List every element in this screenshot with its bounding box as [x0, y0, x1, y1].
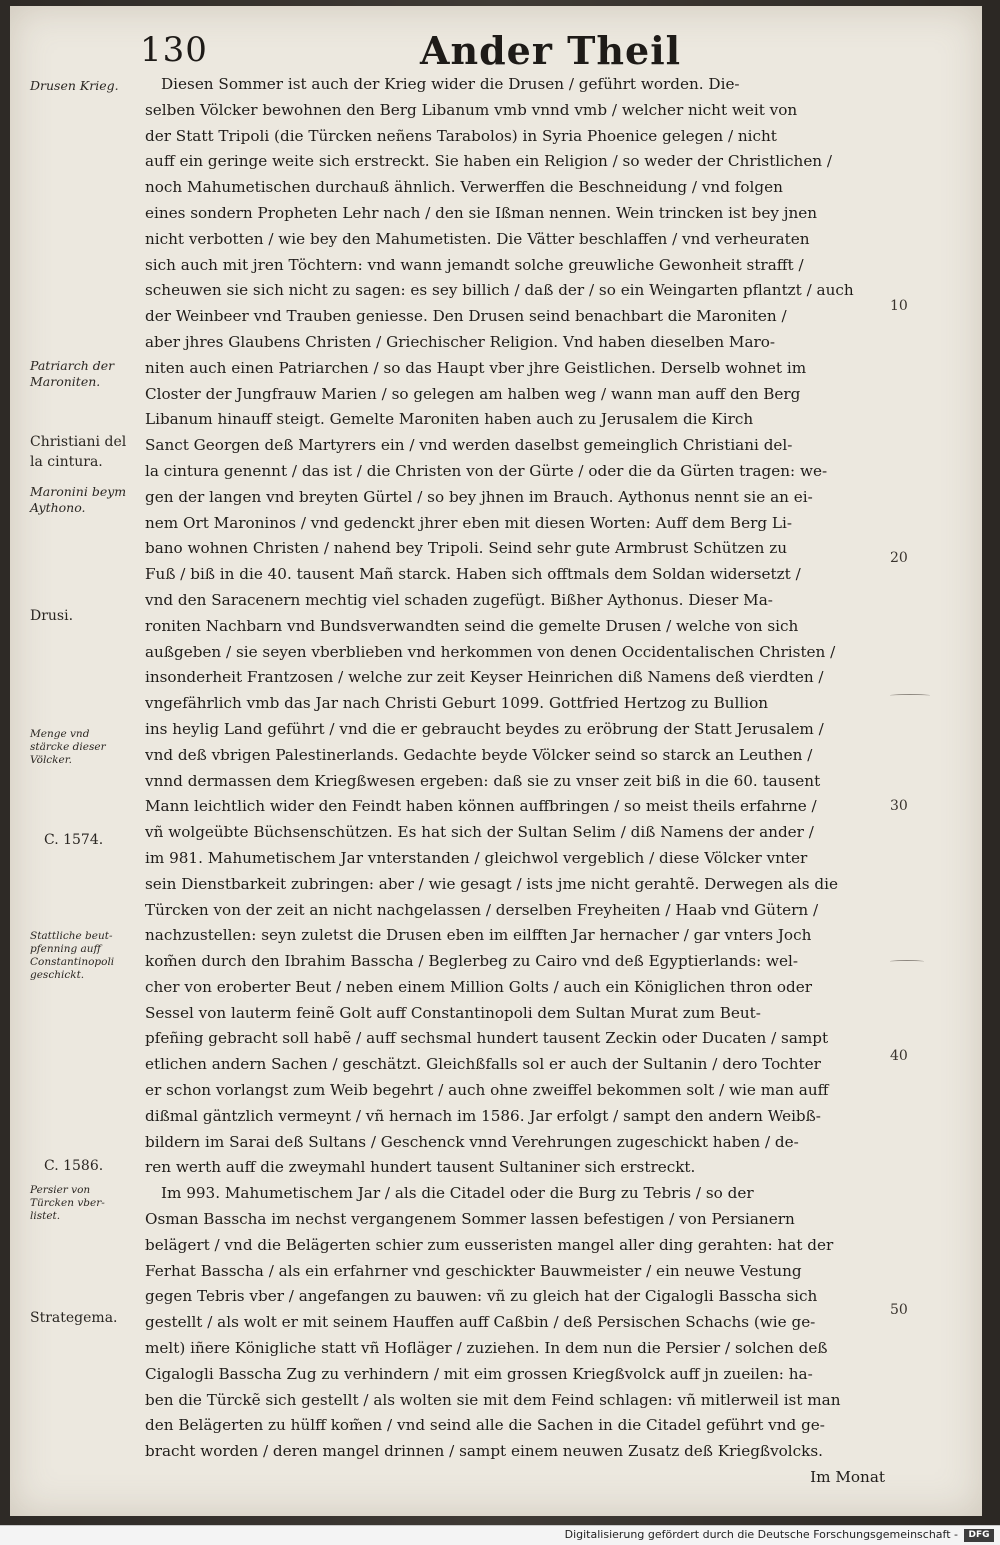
text-line: er schon vorlangst zum Weib begehrt / auch ohne zweiffel bekommen solt / wie man auff — [145, 1081, 829, 1100]
text-line: belägert / vnd die Belägerten schier zum eusseristen mangel aller ding gerahten: hat der — [145, 1235, 834, 1254]
text-line: noch Mahumetischen durchauß ähnlich. Verwerffen die Beschneidung / vnd folgen — [145, 178, 783, 197]
text-line: auff ein geringe weite sich erstreckt. Sie haben ein Religion / so weder der Christlichen / — [145, 152, 833, 171]
text-line: im 981. Mahumetischem Jar vnterstanden / gleichwol vergeblich / diese Völcker vnter — [145, 848, 808, 867]
funding-credit: Digitalisierung gefördert durch die Deutsche Forschungsgemeinschaft - — [564, 1528, 958, 1541]
text-line: eines sondern Propheten Lehr nach / den sie Ißman nennen. Wein trincken ist bey jnen — [145, 203, 818, 222]
text-line: kom̃en durch den Ibrahim Basscha / Beglerbeg zu Cairo vnd deß Egyptierlands: wel- — [145, 952, 799, 971]
margin-note-line: Stattliche beut- — [30, 930, 113, 942]
margin-note-line: Maroniten. — [30, 374, 101, 389]
line-number: 50 — [890, 1302, 908, 1318]
text-line: cher von eroberter Beut / neben einem Million Golts / auch ein Königlichen thron oder — [145, 977, 812, 996]
text-line: Osman Basscha im nechst vergangenem Sommer lassen befestigen / von Persianern — [145, 1210, 795, 1229]
running-head: Ander Theil — [420, 28, 682, 73]
catchword: Im Monat — [810, 1468, 885, 1487]
text-line: nicht verbotten / wie bey den Mahumetisten. Die Vätter beschlaffen / vnd verheuraten — [145, 229, 810, 248]
margin-note — [30, 1308, 142, 1328]
text-line: den Belägerten zu hülff kom̃en / vnd seind alle die Sachen in die Citadel geführt vnd ge- — [145, 1416, 825, 1435]
margin-note-line: Drusi. — [30, 608, 74, 624]
margin-note-line: Drusen Krieg. — [30, 78, 119, 93]
text-line: melt) iñere Königliche statt vñ Hofläger / zuziehen. In dem nun die Persier / solchen deß — [145, 1339, 828, 1358]
margin-note — [30, 78, 142, 94]
margin-note-line: Völcker. — [30, 754, 72, 766]
line-number: 20 — [890, 550, 908, 566]
margin-note-line: Patriarch der — [30, 358, 115, 373]
margin-note-line: Türcken vber- — [30, 1197, 105, 1209]
dfg-logo-icon[interactable]: DFG — [964, 1529, 994, 1542]
text-line: aber jhres Glaubens Christen / Griechischer Religion. Vnd haben dieselben Maro- — [145, 332, 776, 351]
text-line: dißmal gäntzlich vermeynt / vñ hernach im 1586. Jar erfolgt / sampt den andern Weibß- — [145, 1106, 821, 1125]
page-number: 130 — [140, 30, 208, 70]
margin-note-line: geschickt. — [30, 969, 85, 981]
margin-note — [30, 358, 142, 390]
margin-note — [30, 930, 142, 982]
margin-note — [44, 1156, 156, 1176]
text-line: bracht worden / deren mangel drinnen / sampt einem neuwen Zusatz deß Kriegßvolcks. — [145, 1442, 823, 1461]
text-line: sich auch mit jren Töchtern: vnd wann jemandt solche greuwliche Gewonheit strafft / — [145, 255, 804, 274]
text-line: roniten Nachbarn vnd Bundsverwandten seind die gemelte Drusen / welche von sich — [145, 616, 799, 635]
text-line: ben die Türckẽ sich gestellt / als wolten sie mit dem Feind schlagen: vñ mitlerweil ist man — [145, 1390, 841, 1409]
margin-note-line: Christiani del — [30, 434, 127, 450]
margin-note-line: Aythono. — [30, 500, 86, 515]
text-line: Sanct Georgen deß Martyrers ein / vnd werden daselbst gemeinglich Christiani del- — [145, 436, 793, 455]
text-line: nachzustellen: seyn zuletst die Drusen eben im eilfften Jar hernacher / gar vnters Joch — [145, 926, 812, 945]
text-line: vnd deß vbrigen Palestinerlands. Gedachte beyde Völcker seind so starck an Leuthen / — [145, 745, 813, 764]
text-line: vñ wolgeübte Büchsenschützen. Es hat sich der Sultan Selim / diß Namens der ander / — [145, 823, 814, 842]
text-line: ins heylig Land geführt / vnd die er gebraucht beydes zu eröbrung der Statt Jerusalem / — [145, 719, 824, 738]
margin-note-line: Strategema. — [30, 1310, 118, 1326]
text-line: vnnd dermassen dem Kriegßwesen ergeben: daß sie zu vnser zeit biß in die 60. tausent — [145, 771, 821, 790]
text-line: vnd den Saracenern mechtig viel schaden zugefügt. Bißher Aythonus. Dieser Ma- — [145, 590, 773, 609]
text-line: insonderheit Frantzosen / welche zur zeit Keyser Heinrichen diß Namens deß vierdten / — [145, 668, 824, 687]
text-line: vngefährlich vmb das Jar nach Christi Geburt 1099. Gottfried Hertzog zu Bullion — [145, 694, 769, 713]
text-line: nem Ort Maroninos / vnd gedenckt jhrer eben mit diesen Worten: Auff dem Berg Li- — [145, 513, 792, 532]
text-line: gestellt / als wolt er mit seinem Hauffen auff Caßbin / deß Persischen Schachs (wie ge- — [145, 1313, 816, 1332]
margin-note-line: pfenning auff — [30, 943, 101, 955]
line-number: 30 — [890, 798, 908, 814]
margin-note-line: Constantinopoli — [30, 956, 115, 968]
text-line: etlichen andern Sachen / geschätzt. Gleichßfalls sol er auch der Sultanin / dero Tochter — [145, 1055, 821, 1074]
text-line: Im 993. Mahumetischem Jar / als die Citadel oder die Burg zu Tebris / so der — [161, 1184, 754, 1203]
text-line: sein Dienstbarkeit zubringen: aber / wie gesagt / ists jme nicht gerahtẽ. Derwegen als die — [145, 874, 838, 893]
text-line: Libanum hinauff steigt. Gemelte Maroniten haben auch zu Jerusalem die Kirch — [145, 410, 754, 429]
margin-note — [30, 1184, 142, 1223]
text-line: gegen Tebris vber / angefangen zu bauwen: vñ zu gleich hat der Cigalogli Basscha sich — [145, 1287, 818, 1306]
text-line: la cintura genennt / das ist / die Christen von der Gürte / oder die da Gürten tragen: we- — [145, 461, 828, 480]
book-page — [10, 6, 982, 1516]
margin-note-line: Persier von — [30, 1184, 91, 1196]
text-line: der Statt Tripoli (die Türcken neñens Tarabolos) in Syria Phoenice gelegen / nicht — [145, 126, 777, 145]
text-line: bildern im Sarai deß Sultans / Geschenck vnnd Verehrungen zugeschickt haben / de- — [145, 1132, 799, 1151]
body-text — [145, 72, 885, 1491]
text-line: selben Völcker bewohnen den Berg Libanum vmb vnnd vmb / welcher nicht weit von — [145, 100, 798, 119]
text-line: ren werth auff die zweymahl hundert tausent Sultaniner sich erstreckt. — [145, 1158, 696, 1177]
margin-note-line: stärcke dieser — [30, 741, 106, 753]
text-line: Ferhat Basscha / als ein erfahrner vnd geschickter Bauwmeister / ein neuwe Vestung — [145, 1261, 802, 1280]
text-line: Sessel von lauterm feinẽ Golt auff Constantinopoli dem Sultan Murat zum Beut- — [145, 1003, 761, 1022]
margin-note — [30, 728, 142, 767]
text-line: Fuß / biß in die 40. tausent Mañ starck. Haben sich offtmals dem Soldan widersetzt / — [145, 565, 801, 584]
margin-note-line: Maronini beym — [30, 484, 127, 499]
line-number: 10 — [890, 298, 908, 314]
page-header — [10, 6, 982, 73]
text-line: der Weinbeer vnd Trauben geniesse. Den Drusen seind benachbart die Maroniten / — [145, 307, 787, 326]
margin-note-line: la cintura. — [30, 454, 103, 470]
text-line: gen der langen vnd breyten Gürtel / so bey jhnen im Brauch. Aythonus nennt sie an ei- — [145, 487, 813, 506]
margin-note-line: C. 1586. — [44, 1158, 104, 1174]
text-line: Cigalogli Basscha Zug zu verhindern / mit eim grossen Kriegßvolck auff jn zueilen: ha- — [145, 1364, 813, 1383]
line-number: 40 — [890, 1048, 908, 1064]
margin-note-line: Menge vnd — [30, 728, 90, 740]
text-line: pfeñing gebracht soll habẽ / auff sechsmal hundert tausent Zeckin oder Ducaten / sampt — [145, 1029, 829, 1048]
text-line: Closter der Jungfrauw Marien / so gelegen am halben weg / wann man auff den Berg — [145, 384, 801, 403]
text-line: Türcken von der zeit an nicht nachgelassen / derselben Freyheiten / Haab vnd Gütern / — [145, 900, 819, 919]
text-line: Mann leichtlich wider den Feindt haben können auffbringen / so meist theils erfahrne / — [145, 797, 817, 816]
margin-note — [44, 830, 156, 850]
margin-note — [30, 432, 142, 472]
margin-note — [30, 484, 142, 516]
text-line: niten auch einen Patriarchen / so das Haupt vber jhre Geistlichen. Derselb wohnet im — [145, 358, 807, 377]
text-line: bano wohnen Christen / nahend bey Tripoli. Seind sehr gute Armbrust Schützen zu — [145, 539, 788, 558]
text-line: außgeben / sie seyen vberblieben vnd herkommen von denen Occidentalischen Christen / — [145, 642, 836, 661]
margin-note-line: C. 1574. — [44, 832, 104, 848]
text-line: scheuwen sie sich nicht zu sagen: es sey billich / daß der / so ein Weingarten pflantzt / auch — [145, 281, 854, 300]
margin-note-line: listet. — [30, 1210, 61, 1222]
pencil-mark — [890, 694, 930, 697]
pencil-mark — [890, 960, 924, 963]
margin-note — [30, 606, 142, 626]
text-line: Diesen Sommer ist auch der Krieg wider die Drusen / geführt worden. Die- — [161, 75, 740, 93]
viewer-footer — [0, 1525, 1000, 1545]
